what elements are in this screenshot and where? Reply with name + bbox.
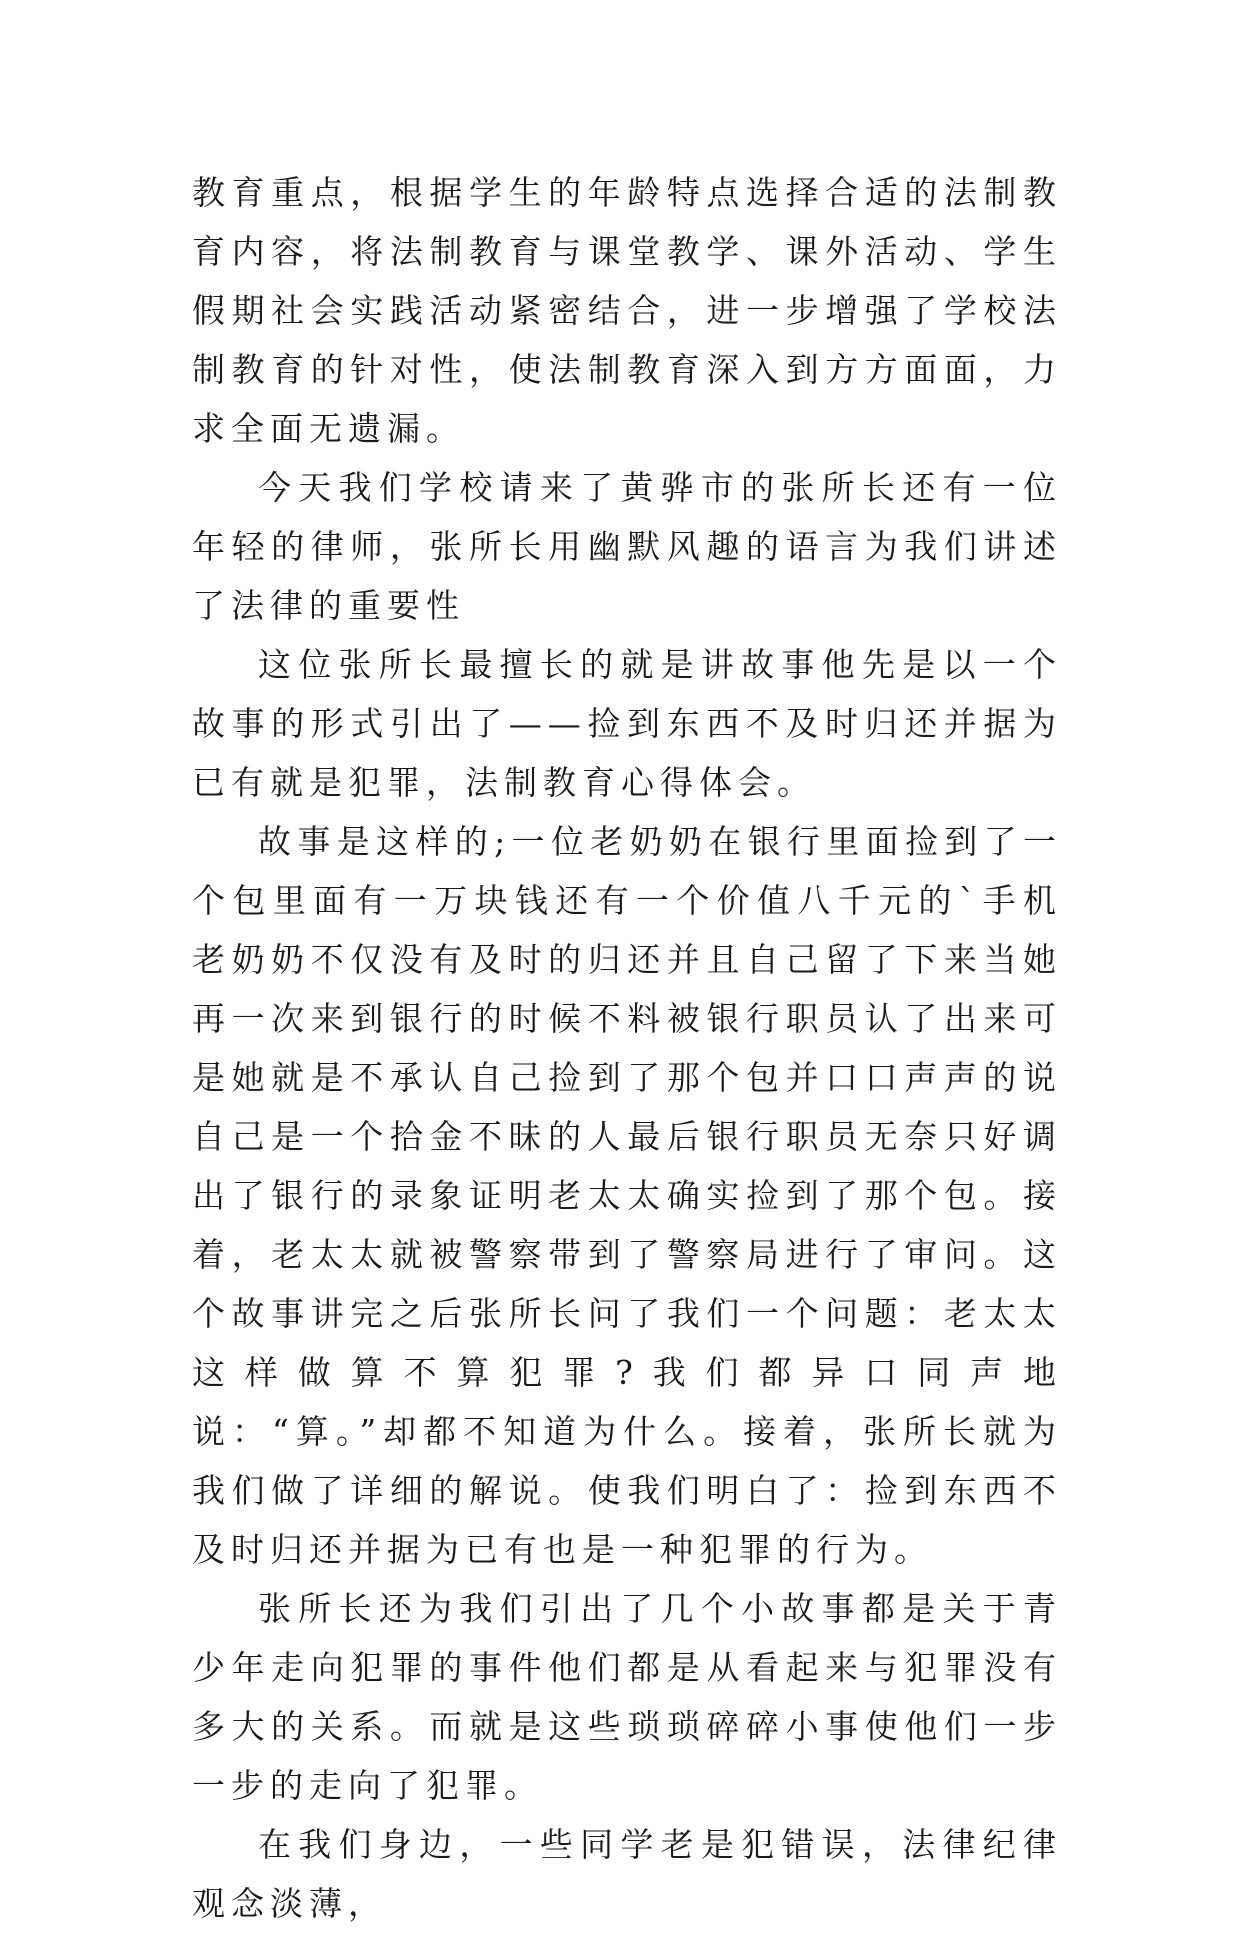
paragraph: 教育重点，根据学生的年龄特点选择合适的法制教育内容，将法制教育与课堂教学、课外活动、学生假期社会实践活动紧密结合，进一步增强了学校法制教育的针对性，使法制教育深入到方方面面，力求全面无遗漏。 (192, 173, 1062, 448)
paragraph: 张所长还为我们引出了几个小故事都是关于青少年走向犯罪的事件他们都是从看起来与犯罪没有多大的关系。而就是这些琐琐碎碎小事使他们一步一步的走向了犯罪。 (192, 1589, 1062, 1805)
document-body (192, 163, 1062, 1933)
paragraph: 在我们身边，一些同学老是犯错误，法律纪律观念淡薄， (192, 1825, 1062, 1923)
paragraph: 故事是这样的;一位老奶奶在银行里面捡到了一个包里面有一万块钱还有一个价值八千元的`手机老奶奶不仅没有及时的归还并且自己留了下来当她再一次来到银行的时候不料被银行职员认了出来可是她就是不承认自己捡到了那个包并口口声声的说自己是一个拾金不昧的人最后银行职员无奈只好调出了银行的录象证明老太太确实捡到了那个包。接着，老太太就被警察带到了警察局进行了审问。这个故事讲完之后张所长问了我们一个问题：老太太这样做算不算犯罪?我们都异口同声地说：“算。”却都不知道为什么。接着，张所长就为我们做了详细的解说。使我们明白了：捡到东西不及时归还并据为已有也是一种犯罪的行为。 (192, 822, 1062, 1569)
paragraph: 这位张所长最擅长的就是讲故事他先是以一个故事的形式引出了——捡到东西不及时归还并据为已有就是犯罪，法制教育心得体会。 (192, 645, 1062, 802)
paragraph: 今天我们学校请来了黄骅市的张所长还有一位年轻的律师，张所长用幽默风趣的语言为我们讲述了法律的重要性 (192, 468, 1062, 625)
